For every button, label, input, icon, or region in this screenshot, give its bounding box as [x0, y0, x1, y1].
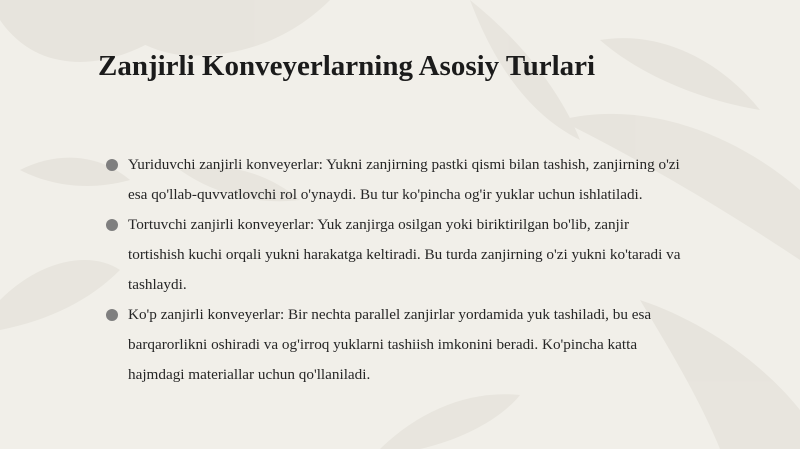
list-item-text: Tortuvchi zanjirli konveyerlar: Yuk zanjirga osilgan yoki biriktirilgan bo'lib, zanjir tortishish kuchi orqali yukni harakatga keltiradi. Bu turda zanjirning o'zi yukni ko'taradi va tashlaydi.: [128, 216, 681, 293]
bullet-dot-icon: [106, 159, 118, 171]
bullet-list: [106, 150, 686, 390]
list-item: [106, 300, 686, 390]
slide-title: Zanjirli Konveyerlarning Asosiy Turlari: [98, 50, 596, 82]
bullet-dot-icon: [106, 309, 118, 321]
bullet-dot-icon: [106, 219, 118, 231]
list-item-text: Ko'p zanjirli konveyerlar: Bir nechta parallel zanjirlar yordamida yuk tashiladi, bu esa barqarorlikni oshiradi va og'irroq yuklarni tashiish imkonini beradi. Ko'pincha katta hajmdagi materiallar uchun qo'llaniladi.: [128, 306, 652, 383]
list-item-text: Yuriduvchi zanjirli konveyerlar: Yukni zanjirning pastki qismi bilan tashish, zanjirning o'zi esa qo'llab-quvvatlovchi rol o'ynaydi. Bu tur ko'pincha og'ir yuklar uchun ishlatiladi.: [128, 156, 680, 203]
list-item: [106, 150, 686, 210]
list-item: [106, 210, 686, 300]
